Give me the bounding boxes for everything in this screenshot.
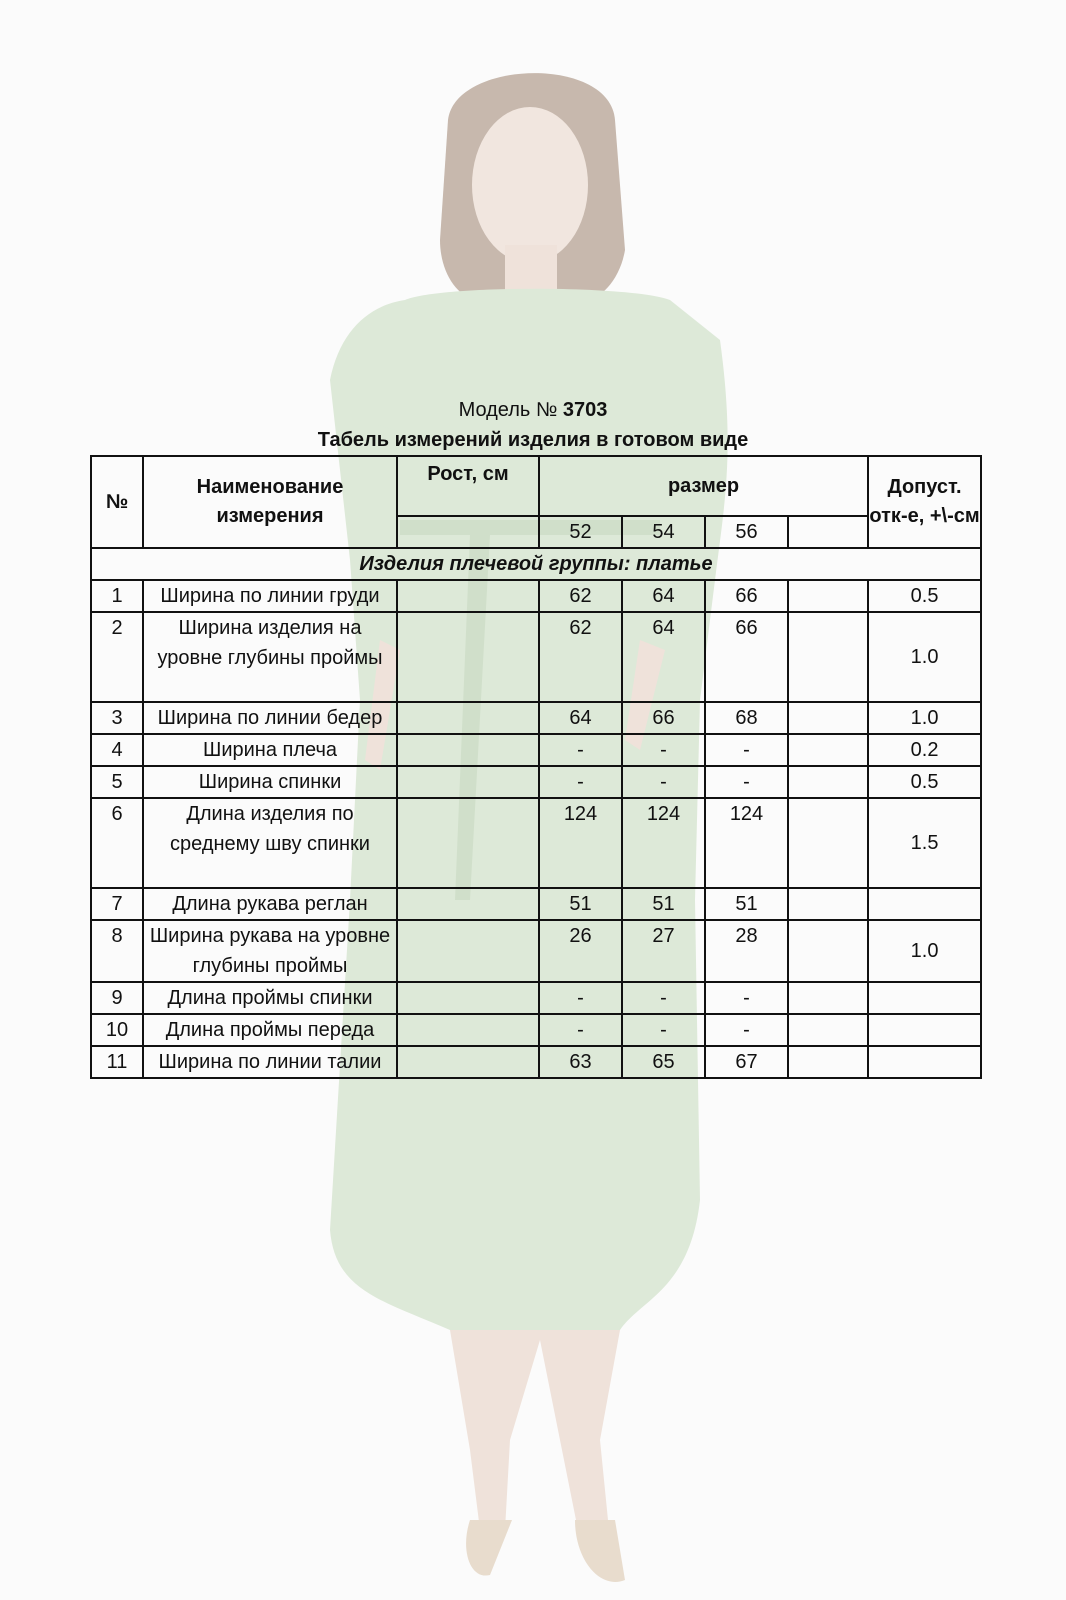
row-s54: 64 [622,612,705,702]
row-height [397,920,539,982]
model-prefix: Модель № [458,399,563,421]
row-tolerance: 0.5 [868,766,981,798]
size-52: 52 [539,516,622,548]
row-height [397,888,539,920]
row-extra [788,1014,868,1046]
header-name: Наименование измерения [143,456,397,548]
table-row [91,920,981,982]
row-s56: - [705,734,788,766]
model-face [472,107,588,263]
row-name: Ширина изделия на уровне глубины проймы [143,612,397,702]
row-name: Длина изделия по среднему шву спинки [143,798,397,888]
row-s56: 51 [705,888,788,920]
table-subtitle: Табель измерений изделия в готовом виде [317,429,749,451]
section-row [91,548,981,580]
row-no: 5 [91,766,143,798]
row-extra [788,702,868,734]
row-s52: - [539,982,622,1014]
row-height [397,612,539,702]
row-s54: - [622,734,705,766]
row-height [397,734,539,766]
row-no: 9 [91,982,143,1014]
row-no: 11 [91,1046,143,1078]
row-height [397,766,539,798]
size-empty [788,516,868,548]
row-s52: 62 [539,580,622,612]
row-name: Длина рукава реглан [143,888,397,920]
table-row [91,766,981,798]
table-row [91,702,981,734]
row-extra [788,920,868,982]
row-name: Ширина по линии груди [143,580,397,612]
row-no: 2 [91,612,143,702]
model-number: 3703 [562,399,608,421]
row-name: Ширина по линии талии [143,1046,397,1078]
table-row [91,1014,981,1046]
row-tolerance [868,1014,981,1046]
table-row [91,1046,981,1078]
row-tolerance: 1.0 [868,612,981,702]
row-tolerance: 1.5 [868,798,981,888]
row-name: Длина проймы спинки [143,982,397,1014]
row-name: Ширина по линии бедер [143,702,397,734]
row-tolerance [868,888,981,920]
row-s52: - [539,766,622,798]
row-height [397,1046,539,1078]
row-s56: - [705,982,788,1014]
header-height: Рост, см [397,456,539,516]
row-no: 8 [91,920,143,982]
row-no: 6 [91,798,143,888]
row-s52: 63 [539,1046,622,1078]
row-name: Ширина рукава на уровне глубины проймы [143,920,397,982]
row-s54: 27 [622,920,705,982]
row-s56: 66 [705,612,788,702]
row-s54: 65 [622,1046,705,1078]
row-extra [788,612,868,702]
table-row [91,798,981,888]
row-s56: 124 [705,798,788,888]
row-s52: 64 [539,702,622,734]
row-s54: 51 [622,888,705,920]
height-cell [397,516,539,548]
model-title [0,398,1066,422]
row-tolerance: 1.0 [868,920,981,982]
table-row [91,888,981,920]
row-tolerance [868,982,981,1014]
row-s52: 124 [539,798,622,888]
row-no: 4 [91,734,143,766]
row-height [397,580,539,612]
table-row [91,580,981,612]
row-extra [788,798,868,888]
row-s56: 28 [705,920,788,982]
size-56: 56 [705,516,788,548]
model-right-shoe [575,1520,625,1582]
table-row [91,612,981,702]
row-name: Длина проймы переда [143,1014,397,1046]
row-tolerance [868,1046,981,1078]
row-tolerance: 0.5 [868,580,981,612]
row-name: Ширина спинки [143,766,397,798]
row-no: 3 [91,702,143,734]
header-size: размер [539,456,868,516]
row-extra [788,766,868,798]
row-s52: - [539,1014,622,1046]
row-s56: - [705,766,788,798]
header-no: № [91,456,143,548]
row-tolerance: 1.0 [868,702,981,734]
size-54: 54 [622,516,705,548]
row-s52: - [539,734,622,766]
row-name: Ширина плеча [143,734,397,766]
row-s56: - [705,1014,788,1046]
row-extra [788,1046,868,1078]
row-no: 10 [91,1014,143,1046]
row-s52: 62 [539,612,622,702]
row-tolerance: 0.2 [868,734,981,766]
row-s52: 51 [539,888,622,920]
row-extra [788,888,868,920]
row-s54: - [622,982,705,1014]
row-s54: - [622,766,705,798]
header-row [91,456,981,516]
table-row [91,734,981,766]
row-s56: 68 [705,702,788,734]
row-height [397,982,539,1014]
row-height [397,702,539,734]
row-extra [788,982,868,1014]
model-legs [450,1330,620,1540]
model-left-shoe [466,1520,512,1576]
row-extra [788,734,868,766]
row-height [397,1014,539,1046]
row-s54: - [622,1014,705,1046]
table-row [91,982,981,1014]
row-height [397,798,539,888]
row-extra [788,580,868,612]
header-tolerance: Допуст. отк-е, +\-см [868,456,981,548]
measurement-table [90,455,982,1079]
section-title: Изделия плечевой группы: платье [91,548,981,580]
row-s56: 66 [705,580,788,612]
row-s54: 64 [622,580,705,612]
row-s52: 26 [539,920,622,982]
row-s56: 67 [705,1046,788,1078]
row-s54: 124 [622,798,705,888]
row-no: 7 [91,888,143,920]
row-no: 1 [91,580,143,612]
row-s54: 66 [622,702,705,734]
